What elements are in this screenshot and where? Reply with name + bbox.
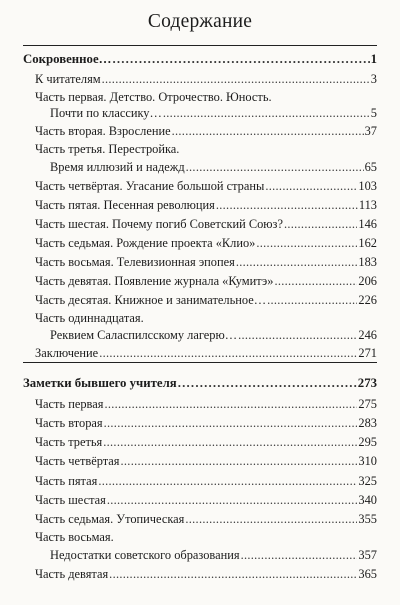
page-number: 183: [358, 255, 377, 269]
page-number: 103: [358, 179, 377, 193]
toc-entry[interactable]: [35, 474, 377, 489]
entry-title-line1: Часть первая. Детство. Отрочество. Юность.: [35, 90, 272, 104]
entry-title: Часть первая: [35, 397, 104, 411]
dot-leader: [98, 474, 357, 489]
dot-leader: [236, 255, 358, 270]
entry-title: Часть девятая: [35, 567, 109, 581]
toc-entry[interactable]: [35, 217, 377, 232]
dot-leader: [185, 512, 357, 527]
dot-leader: [104, 397, 357, 412]
entry-title: Реквием Саласпилсскому лагерю…: [50, 328, 238, 342]
dot-leader: [102, 72, 370, 87]
dot-leader: [216, 198, 358, 213]
toc-entry[interactable]: [35, 198, 377, 213]
page-number: 340: [358, 493, 377, 507]
toc-entry[interactable]: [35, 346, 377, 361]
page-number: 162: [358, 236, 377, 250]
page-number: 365: [358, 567, 377, 581]
toc-entry[interactable]: [35, 124, 377, 139]
dot-leader: [103, 435, 357, 450]
page-number: 271: [358, 346, 377, 360]
page-number: 310: [358, 454, 377, 468]
dot-leader: [265, 179, 357, 194]
page-number: 357: [358, 548, 377, 562]
dot-leader: [172, 124, 364, 139]
dot-leader: [241, 548, 358, 563]
toc-entry[interactable]: [35, 435, 377, 450]
toc-entry[interactable]: [50, 160, 377, 175]
page-number: 206: [358, 274, 377, 288]
toc-entry[interactable]: [35, 493, 377, 508]
dot-leader: [112, 52, 369, 67]
page-number: 246: [358, 328, 377, 342]
dot-leader: [256, 236, 357, 251]
entry-title: Почти по классику…: [50, 106, 162, 120]
dot-leader: [267, 293, 357, 308]
entry-title: Часть десятая. Книжное и занимательное…: [35, 293, 267, 307]
page-number: 226: [358, 293, 377, 307]
toc-entry[interactable]: [50, 548, 377, 563]
page-number: 5: [370, 106, 377, 120]
toc-entry[interactable]: [35, 567, 377, 582]
toc-entry[interactable]: [35, 512, 377, 527]
dot-leader: [163, 106, 370, 121]
dot-leader: [121, 454, 358, 469]
entry-title: Заметки бывшего учителя: [23, 376, 177, 390]
entry-title: Часть вторая: [35, 416, 103, 430]
toc-entry[interactable]: [50, 106, 377, 121]
dot-leader: [186, 160, 364, 175]
entry-title: Часть шестая: [35, 493, 106, 507]
page-number: 273: [357, 376, 377, 390]
section-heading[interactable]: [23, 376, 377, 391]
toc-entry[interactable]: [35, 236, 377, 251]
toc-entry[interactable]: [35, 274, 377, 289]
toc-entry[interactable]: [35, 255, 377, 270]
page-number: 3: [370, 72, 377, 86]
entry-title: Часть вторая. Взросление: [35, 124, 171, 138]
toc-entry[interactable]: [35, 72, 377, 87]
toc-entry[interactable]: [35, 397, 377, 412]
entry-title: Заключение: [35, 346, 99, 360]
entry-title-line1: Часть третья. Перестройка.: [35, 142, 180, 156]
dot-leader: [178, 376, 357, 391]
page-title: Содержание: [147, 11, 253, 32]
entry-title: Время иллюзий и надежд: [50, 160, 185, 174]
entry-title: Часть седьмая. Рождение проекта «Клио»: [35, 236, 256, 250]
toc-entry[interactable]: [35, 416, 377, 431]
toc-entry[interactable]: [35, 454, 377, 469]
dot-leader: [238, 328, 357, 343]
dot-leader: [107, 493, 358, 508]
page-number: 65: [364, 160, 377, 174]
page-number: 113: [358, 198, 377, 212]
page-number: 146: [358, 217, 377, 231]
entry-title-line1: Часть одиннадцатая.: [35, 311, 144, 325]
page-number: 295: [358, 435, 377, 449]
entry-title: Часть третья: [35, 435, 103, 449]
dot-leader: [99, 346, 357, 361]
toc-entry[interactable]: [50, 328, 377, 343]
page-number: 275: [358, 397, 377, 411]
dot-leader: [274, 274, 357, 289]
entry-title: Недостатки советского образования: [50, 548, 240, 562]
page-number: 37: [364, 124, 377, 138]
entry-title: Часть четвёртая: [35, 454, 120, 468]
page-number: 325: [358, 474, 377, 488]
entry-title: Часть четвёртая. Угасание большой страны: [35, 179, 265, 193]
dot-leader: [104, 416, 358, 431]
entry-title: Часть пятая. Песенная революция: [35, 198, 215, 212]
page-number: 283: [358, 416, 377, 430]
entry-title: К читателям: [35, 72, 101, 86]
divider: [23, 45, 377, 46]
dot-leader: [109, 567, 357, 582]
entry-title: Часть восьмая. Телевизионная эпопея: [35, 255, 235, 269]
page-number: 355: [358, 512, 377, 526]
section-heading[interactable]: [23, 52, 377, 67]
toc-entry[interactable]: [35, 179, 377, 194]
toc-entry[interactable]: [35, 293, 377, 308]
entry-title-line1: Часть восьмая.: [35, 530, 114, 544]
entry-title: Часть пятая: [35, 474, 98, 488]
entry-title: Часть седьмая. Утопическая: [35, 512, 185, 526]
dot-leader: [284, 217, 357, 232]
entry-title: Сокровенное…: [23, 52, 112, 66]
entry-title: Часть шестая. Почему погиб Советский Союз?: [35, 217, 283, 231]
divider: [23, 362, 377, 363]
page-number: 1: [370, 52, 377, 66]
entry-title: Часть девятая. Появление журнала «Кумитэ»: [35, 274, 274, 288]
